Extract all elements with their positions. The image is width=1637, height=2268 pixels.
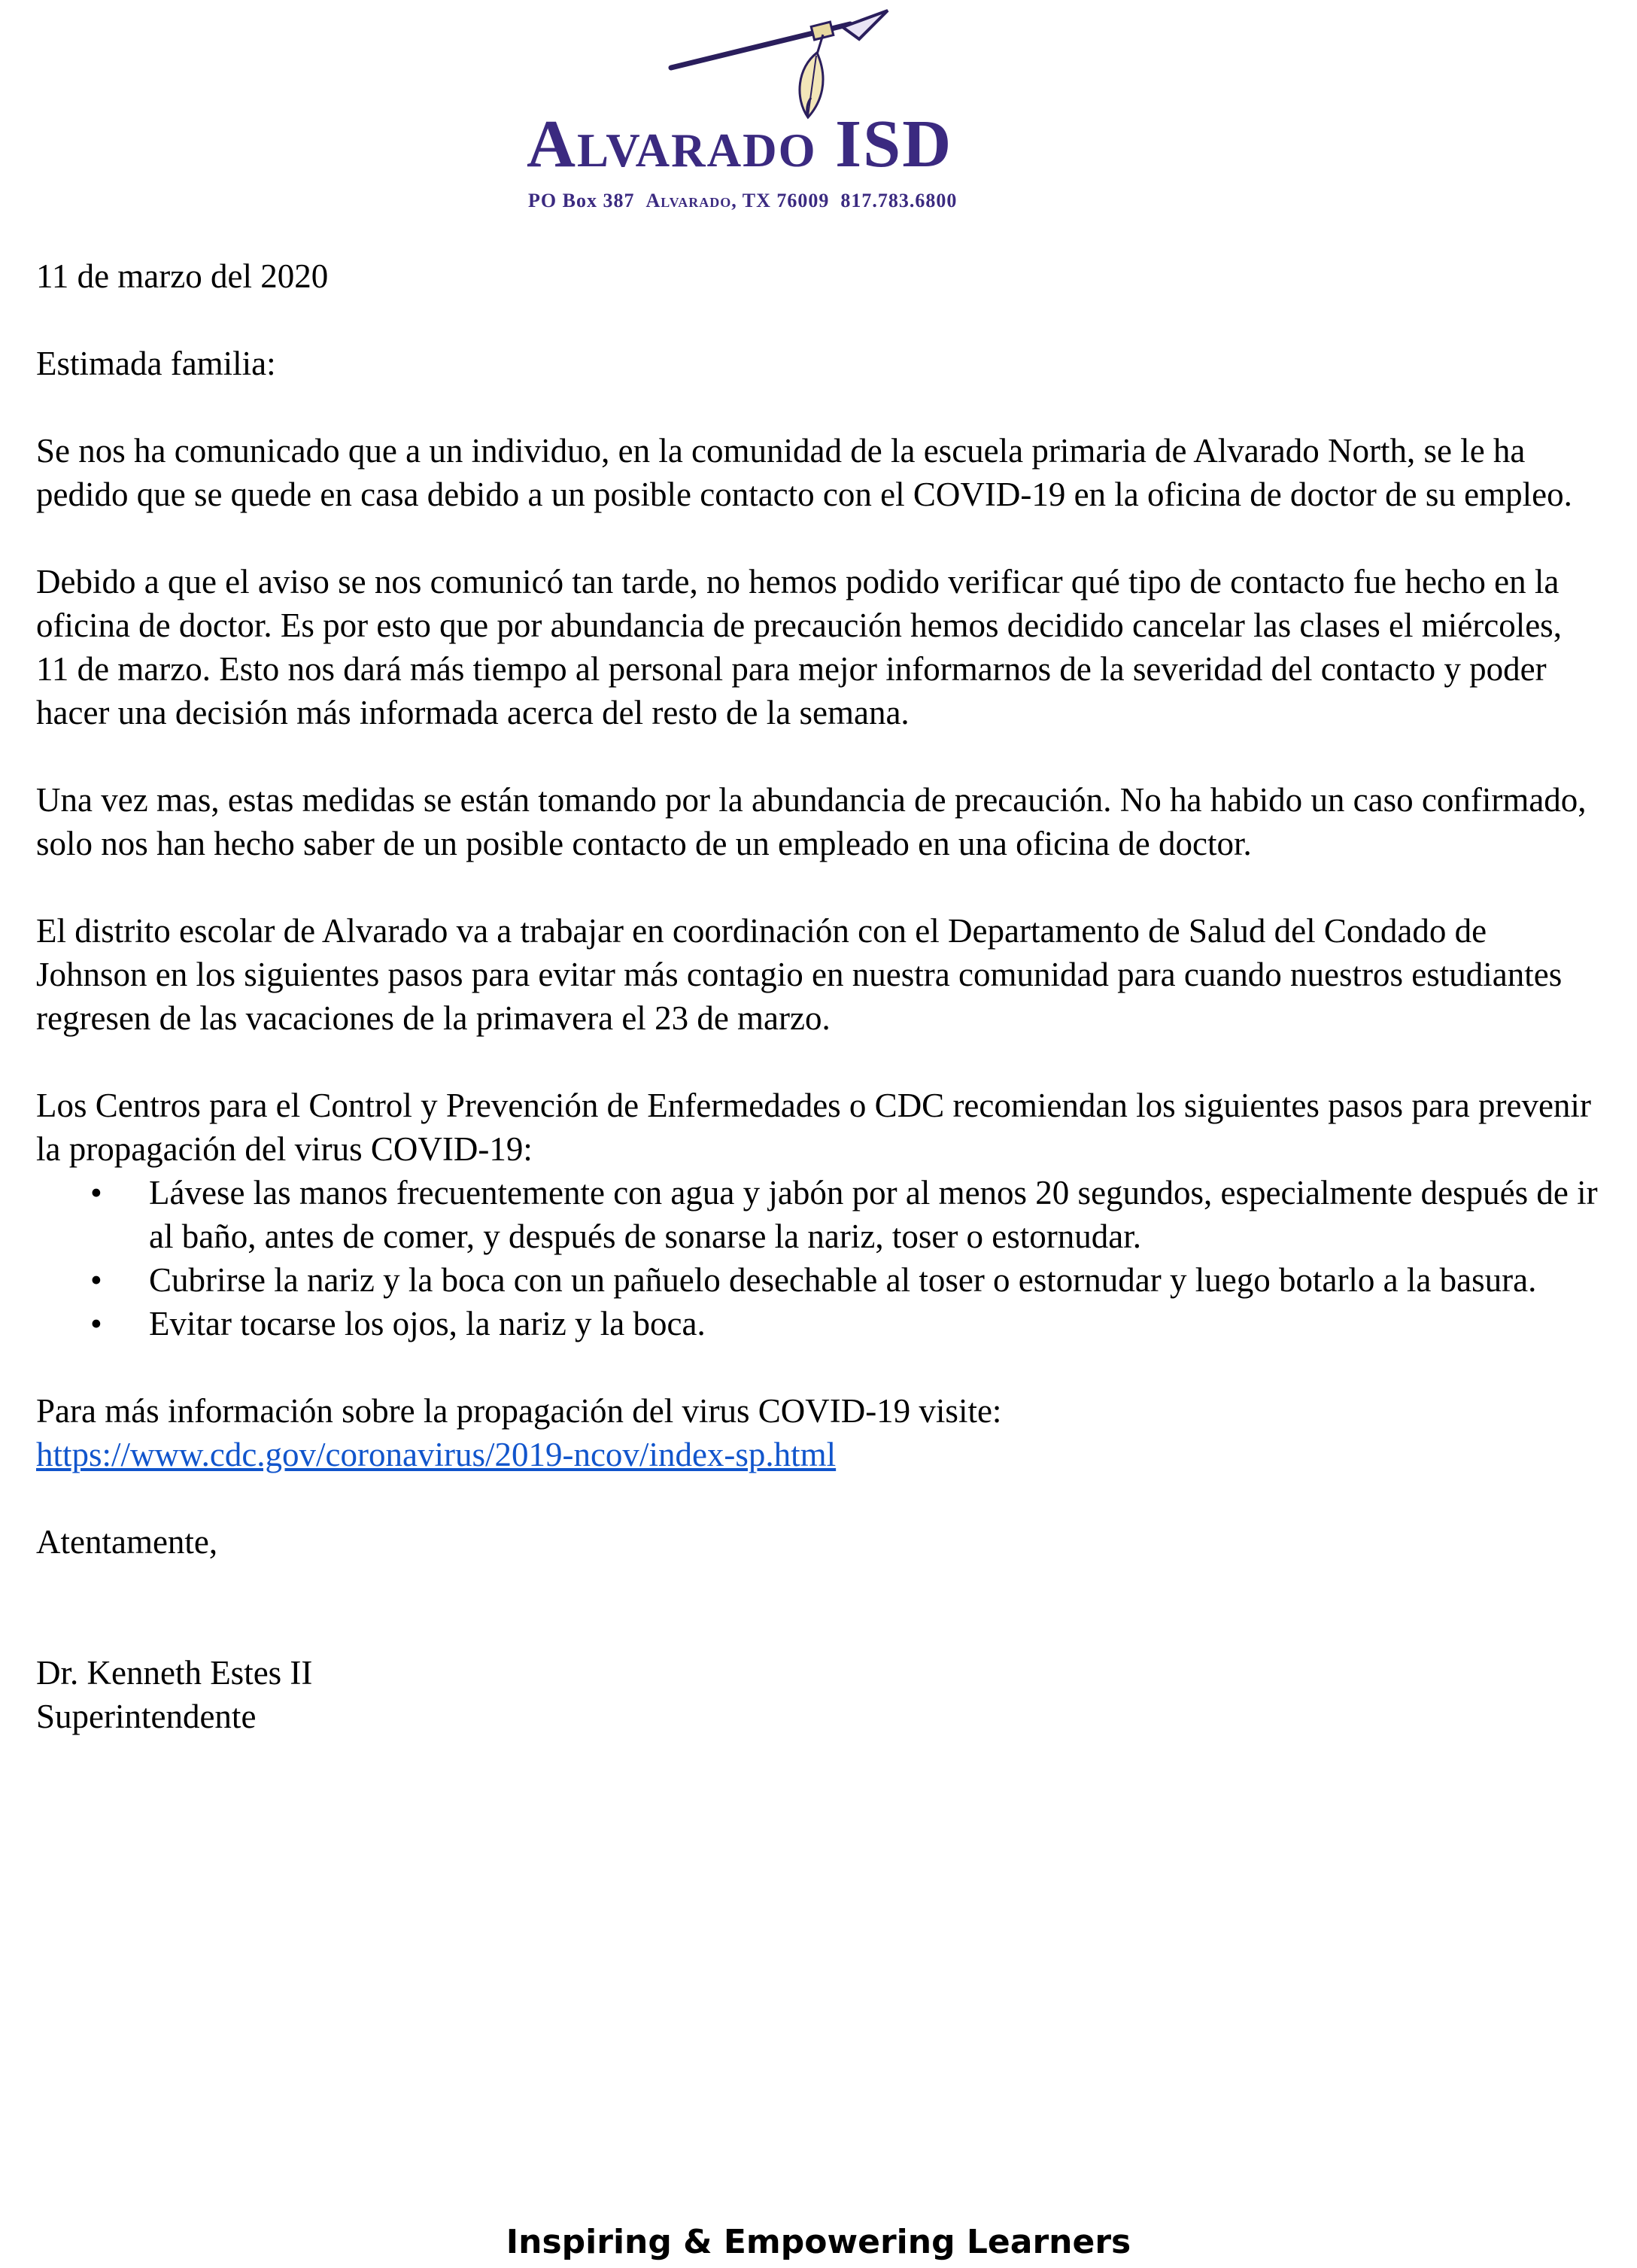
- letter-date: 11 de marzo del 2020: [36, 257, 329, 295]
- spear-feather-icon: [662, 8, 895, 120]
- organization-address: [528, 190, 1055, 212]
- bullet-dot-icon: •: [90, 1174, 102, 1212]
- list-item: [90, 1171, 1601, 1258]
- org-name-rest: lvarado: [577, 107, 817, 181]
- paragraph-3: Una vez mas, estas medidas se están tomando por la abundancia de precaución. No ha habido un caso confirmado, solo nos han hecho saber de un posible contacto de un empleado en una oficina de doctor.: [36, 781, 1587, 862]
- list-item-text: Cubrirse la nariz y la boca con un pañuelo desechable al toser o estornudar y luego botarlo a la basura.: [149, 1261, 1537, 1299]
- letter-closing: Atentamente,: [36, 1523, 218, 1561]
- paragraph-2: Debido a que el aviso se nos comunicó tan tarde, no hemos podido verificar qué tipo de contacto fue hecho en la oficina de doctor. Es por esto que por abundancia de precaución hemos decidido cancelar las clases el miércoles, 11 de marzo. Esto nos dará más tiempo al personal para mejor informarnos de la severidad del contacto y poder hacer una decisión más informada acerca del resto de la semana.: [36, 563, 1562, 731]
- signer-name: Dr. Kenneth Estes II: [36, 1654, 313, 1692]
- address-state-zip: , TX 76009: [731, 190, 830, 211]
- org-first-letter: A: [527, 107, 577, 181]
- letter-body: [36, 254, 1601, 1738]
- paragraph-1: Se nos ha comunicado que a un individuo, en la comunidad de la escuela primaria de Alvarado North, se le ha pedido que se quede en casa debido a un posible contacto con el COVID-19 en la oficina de doctor de su empleo.: [36, 432, 1572, 513]
- letter-salutation: Estimada familia:: [36, 345, 276, 382]
- footer-tagline: Inspiring & Empowering Learners: [506, 2223, 1131, 2261]
- address-po-box: PO Box 387: [528, 190, 635, 211]
- address-city: Alvarado: [645, 190, 732, 211]
- signer-title: Superintendente: [36, 1698, 257, 1735]
- address-phone: 817.783.6800: [840, 190, 958, 211]
- list-item: [90, 1302, 1601, 1345]
- list-item-text: Evitar tocarse los ojos, la nariz y la boca.: [149, 1305, 706, 1342]
- list-item-text: Lávese las manos frecuentemente con agua y jabón por al menos 20 segundos, especialmente después de ir al baño, antes de comer, y después de sonarse la nariz, toser o estornudar.: [149, 1174, 1598, 1255]
- more-info: [36, 1389, 1601, 1476]
- paragraph-4: El distrito escolar de Alvarado va a trabajar en coordinación con el Departamento de Salud del Condado de Johnson en los siguientes pasos para evitar más contagio en nuestra comunidad para cuando nuestros estudiantes regresen de las vacaciones de la primavera el 23 de marzo.: [36, 912, 1563, 1037]
- list-item: [90, 1258, 1601, 1302]
- bullet-dot-icon: •: [90, 1261, 102, 1299]
- letterhead: [512, 8, 1053, 211]
- cdc-recommendations-list: [36, 1171, 1601, 1345]
- cdc-intro: Los Centros para el Control y Prevención de Enfermedades o CDC recomiendan los siguientes pasos para prevenir la propagación del virus COVID-19:: [36, 1087, 1591, 1168]
- organization-name: [527, 107, 1053, 182]
- more-info-text: Para más información sobre la propagación del virus COVID-19 visite:: [36, 1392, 1002, 1430]
- bullet-dot-icon: •: [90, 1305, 102, 1342]
- signature-space: [36, 1607, 1601, 1651]
- cdc-link[interactable]: https://www.cdc.gov/coronavirus/2019-ncov/index-sp.html: [36, 1436, 837, 1473]
- org-suffix: ISD: [835, 107, 953, 181]
